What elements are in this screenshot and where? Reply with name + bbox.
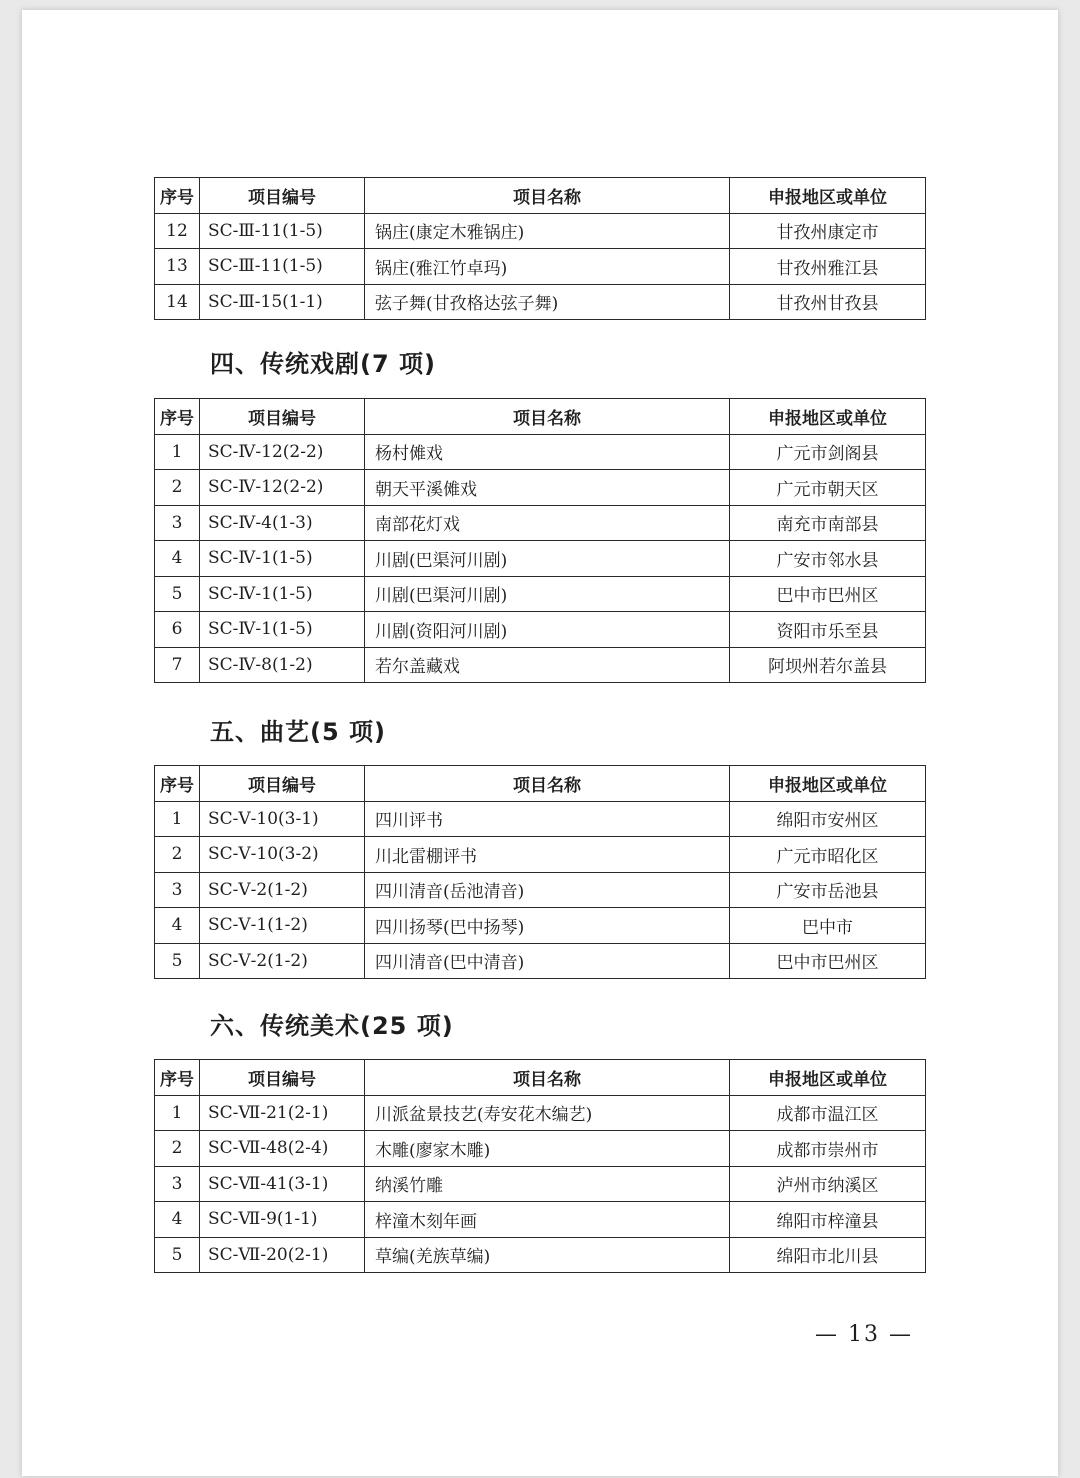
cell-name: 梓潼木刻年画: [365, 1202, 730, 1238]
cell-no: 3: [155, 1166, 200, 1202]
cell-no: 5: [155, 943, 200, 979]
cell-no: 2: [155, 470, 200, 506]
header-region: 申报地区或单位: [730, 766, 926, 802]
header-region: 申报地区或单位: [730, 399, 926, 435]
header-region: 申报地区或单位: [730, 178, 926, 214]
cell-code: SC-Ⅲ-11(1-5): [200, 213, 365, 249]
cell-name: 锅庄(康定木雅锅庄): [365, 213, 730, 249]
cell-name: 四川扬琴(巴中扬琴): [365, 908, 730, 944]
table-traditional-art: [154, 1059, 926, 1273]
table-row: [155, 1237, 926, 1273]
table-row: [155, 801, 926, 837]
table-header-row: [155, 1060, 926, 1096]
cell-no: 12: [155, 213, 200, 249]
header-name: 项目名称: [365, 178, 730, 214]
header-code: 项目编号: [200, 399, 365, 435]
cell-code: SC-Ⅳ-8(1-2): [200, 647, 365, 683]
cell-region: 成都市崇州市: [730, 1131, 926, 1167]
cell-region: 巴中市: [730, 908, 926, 944]
cell-no: 13: [155, 249, 200, 285]
cell-code: SC-Ⅶ-21(2-1): [200, 1095, 365, 1131]
cell-no: 7: [155, 647, 200, 683]
header-code: 项目编号: [200, 178, 365, 214]
header-name: 项目名称: [365, 399, 730, 435]
header-no: 序号: [155, 399, 200, 435]
cell-no: 2: [155, 837, 200, 873]
cell-code: SC-Ⅳ-12(2-2): [200, 470, 365, 506]
table-row: [155, 505, 926, 541]
cell-name: 杨村傩戏: [365, 434, 730, 470]
cell-region: 甘孜州雅江县: [730, 249, 926, 285]
cell-name: 草编(羌族草编): [365, 1237, 730, 1273]
cell-name: 纳溪竹雕: [365, 1166, 730, 1202]
table-row: [155, 284, 926, 320]
cell-code: SC-Ⅳ-1(1-5): [200, 541, 365, 577]
cell-code: SC-Ⅳ-4(1-3): [200, 505, 365, 541]
cell-region: 广元市剑阁县: [730, 434, 926, 470]
table-row: [155, 249, 926, 285]
cell-no: 4: [155, 1202, 200, 1238]
table-row: [155, 1166, 926, 1202]
cell-region: 绵阳市安州区: [730, 801, 926, 837]
cell-region: 泸州市纳溪区: [730, 1166, 926, 1202]
cell-region: 甘孜州甘孜县: [730, 284, 926, 320]
cell-region: 甘孜州康定市: [730, 213, 926, 249]
table-traditional-opera: [154, 398, 926, 683]
table-header-row: [155, 766, 926, 802]
section-heading-traditional-art: 六、传统美术(25 项): [210, 1012, 454, 1040]
table-row: [155, 872, 926, 908]
cell-name: 若尔盖藏戏: [365, 647, 730, 683]
header-no: 序号: [155, 766, 200, 802]
cell-region: 阿坝州若尔盖县: [730, 647, 926, 683]
table-row: [155, 647, 926, 683]
table-row: [155, 1202, 926, 1238]
cell-region: 绵阳市梓潼县: [730, 1202, 926, 1238]
cell-name: 锅庄(雅江竹卓玛): [365, 249, 730, 285]
cell-no: 14: [155, 284, 200, 320]
cell-region: 成都市温江区: [730, 1095, 926, 1131]
table-row: [155, 908, 926, 944]
table-row: [155, 1095, 926, 1131]
cell-no: 4: [155, 908, 200, 944]
cell-name: 四川清音(岳池清音): [365, 872, 730, 908]
section-heading-quyi: 五、曲艺(5 项): [210, 718, 386, 746]
cell-no: 1: [155, 1095, 200, 1131]
section-heading-traditional-opera: 四、传统戏剧(7 项): [210, 350, 436, 378]
cell-name: 木雕(廖家木雕): [365, 1131, 730, 1167]
cell-name: 川北雷棚评书: [365, 837, 730, 873]
table-row: [155, 1131, 926, 1167]
cell-region: 广安市邻水县: [730, 541, 926, 577]
cell-code: SC-Ⅴ-2(1-2): [200, 943, 365, 979]
cell-code: SC-Ⅴ-10(3-1): [200, 801, 365, 837]
cell-region: 巴中市巴州区: [730, 576, 926, 612]
cell-code: SC-Ⅴ-1(1-2): [200, 908, 365, 944]
cell-code: SC-Ⅳ-1(1-5): [200, 576, 365, 612]
cell-no: 5: [155, 576, 200, 612]
cell-name: 川剧(资阳河川剧): [365, 612, 730, 648]
header-name: 项目名称: [365, 1060, 730, 1096]
cell-no: 1: [155, 434, 200, 470]
cell-no: 3: [155, 872, 200, 908]
cell-code: SC-Ⅶ-20(2-1): [200, 1237, 365, 1273]
cell-code: SC-Ⅴ-10(3-2): [200, 837, 365, 873]
header-name: 项目名称: [365, 766, 730, 802]
table-header-row: [155, 399, 926, 435]
header-no: 序号: [155, 1060, 200, 1096]
cell-no: 3: [155, 505, 200, 541]
table-row: [155, 470, 926, 506]
cell-no: 2: [155, 1131, 200, 1167]
cell-name: 四川清音(巴中清音): [365, 943, 730, 979]
cell-name: 川派盆景技艺(寿安花木编艺): [365, 1095, 730, 1131]
table-row: [155, 612, 926, 648]
cell-region: 南充市南部县: [730, 505, 926, 541]
table-header-row: [155, 178, 926, 214]
cell-region: 绵阳市北川县: [730, 1237, 926, 1273]
header-code: 项目编号: [200, 766, 365, 802]
cell-name: 川剧(巴渠河川剧): [365, 576, 730, 612]
cell-code: SC-Ⅲ-11(1-5): [200, 249, 365, 285]
cell-code: SC-Ⅲ-15(1-1): [200, 284, 365, 320]
header-region: 申报地区或单位: [730, 1060, 926, 1096]
table-traditional-dance-continued: [154, 177, 926, 320]
header-code: 项目编号: [200, 1060, 365, 1096]
cell-code: SC-Ⅳ-12(2-2): [200, 434, 365, 470]
cell-code: SC-Ⅳ-1(1-5): [200, 612, 365, 648]
cell-region: 广元市昭化区: [730, 837, 926, 873]
cell-no: 4: [155, 541, 200, 577]
cell-region: 巴中市巴州区: [730, 943, 926, 979]
cell-region: 广安市岳池县: [730, 872, 926, 908]
header-no: 序号: [155, 178, 200, 214]
cell-code: SC-Ⅴ-2(1-2): [200, 872, 365, 908]
table-row: [155, 541, 926, 577]
cell-name: 弦子舞(甘孜格达弦子舞): [365, 284, 730, 320]
cell-code: SC-Ⅶ-48(2-4): [200, 1131, 365, 1167]
cell-name: 四川评书: [365, 801, 730, 837]
cell-region: 资阳市乐至县: [730, 612, 926, 648]
cell-region: 广元市朝天区: [730, 470, 926, 506]
table-row: [155, 434, 926, 470]
cell-name: 川剧(巴渠河川剧): [365, 541, 730, 577]
cell-no: 1: [155, 801, 200, 837]
table-row: [155, 213, 926, 249]
page-number: — 13 —: [815, 1322, 913, 1347]
table-row: [155, 943, 926, 979]
table-row: [155, 837, 926, 873]
cell-code: SC-Ⅶ-9(1-1): [200, 1202, 365, 1238]
cell-code: SC-Ⅶ-41(3-1): [200, 1166, 365, 1202]
cell-name: 朝天平溪傩戏: [365, 470, 730, 506]
cell-name: 南部花灯戏: [365, 505, 730, 541]
cell-no: 5: [155, 1237, 200, 1273]
table-quyi: [154, 765, 926, 979]
cell-no: 6: [155, 612, 200, 648]
table-row: [155, 576, 926, 612]
